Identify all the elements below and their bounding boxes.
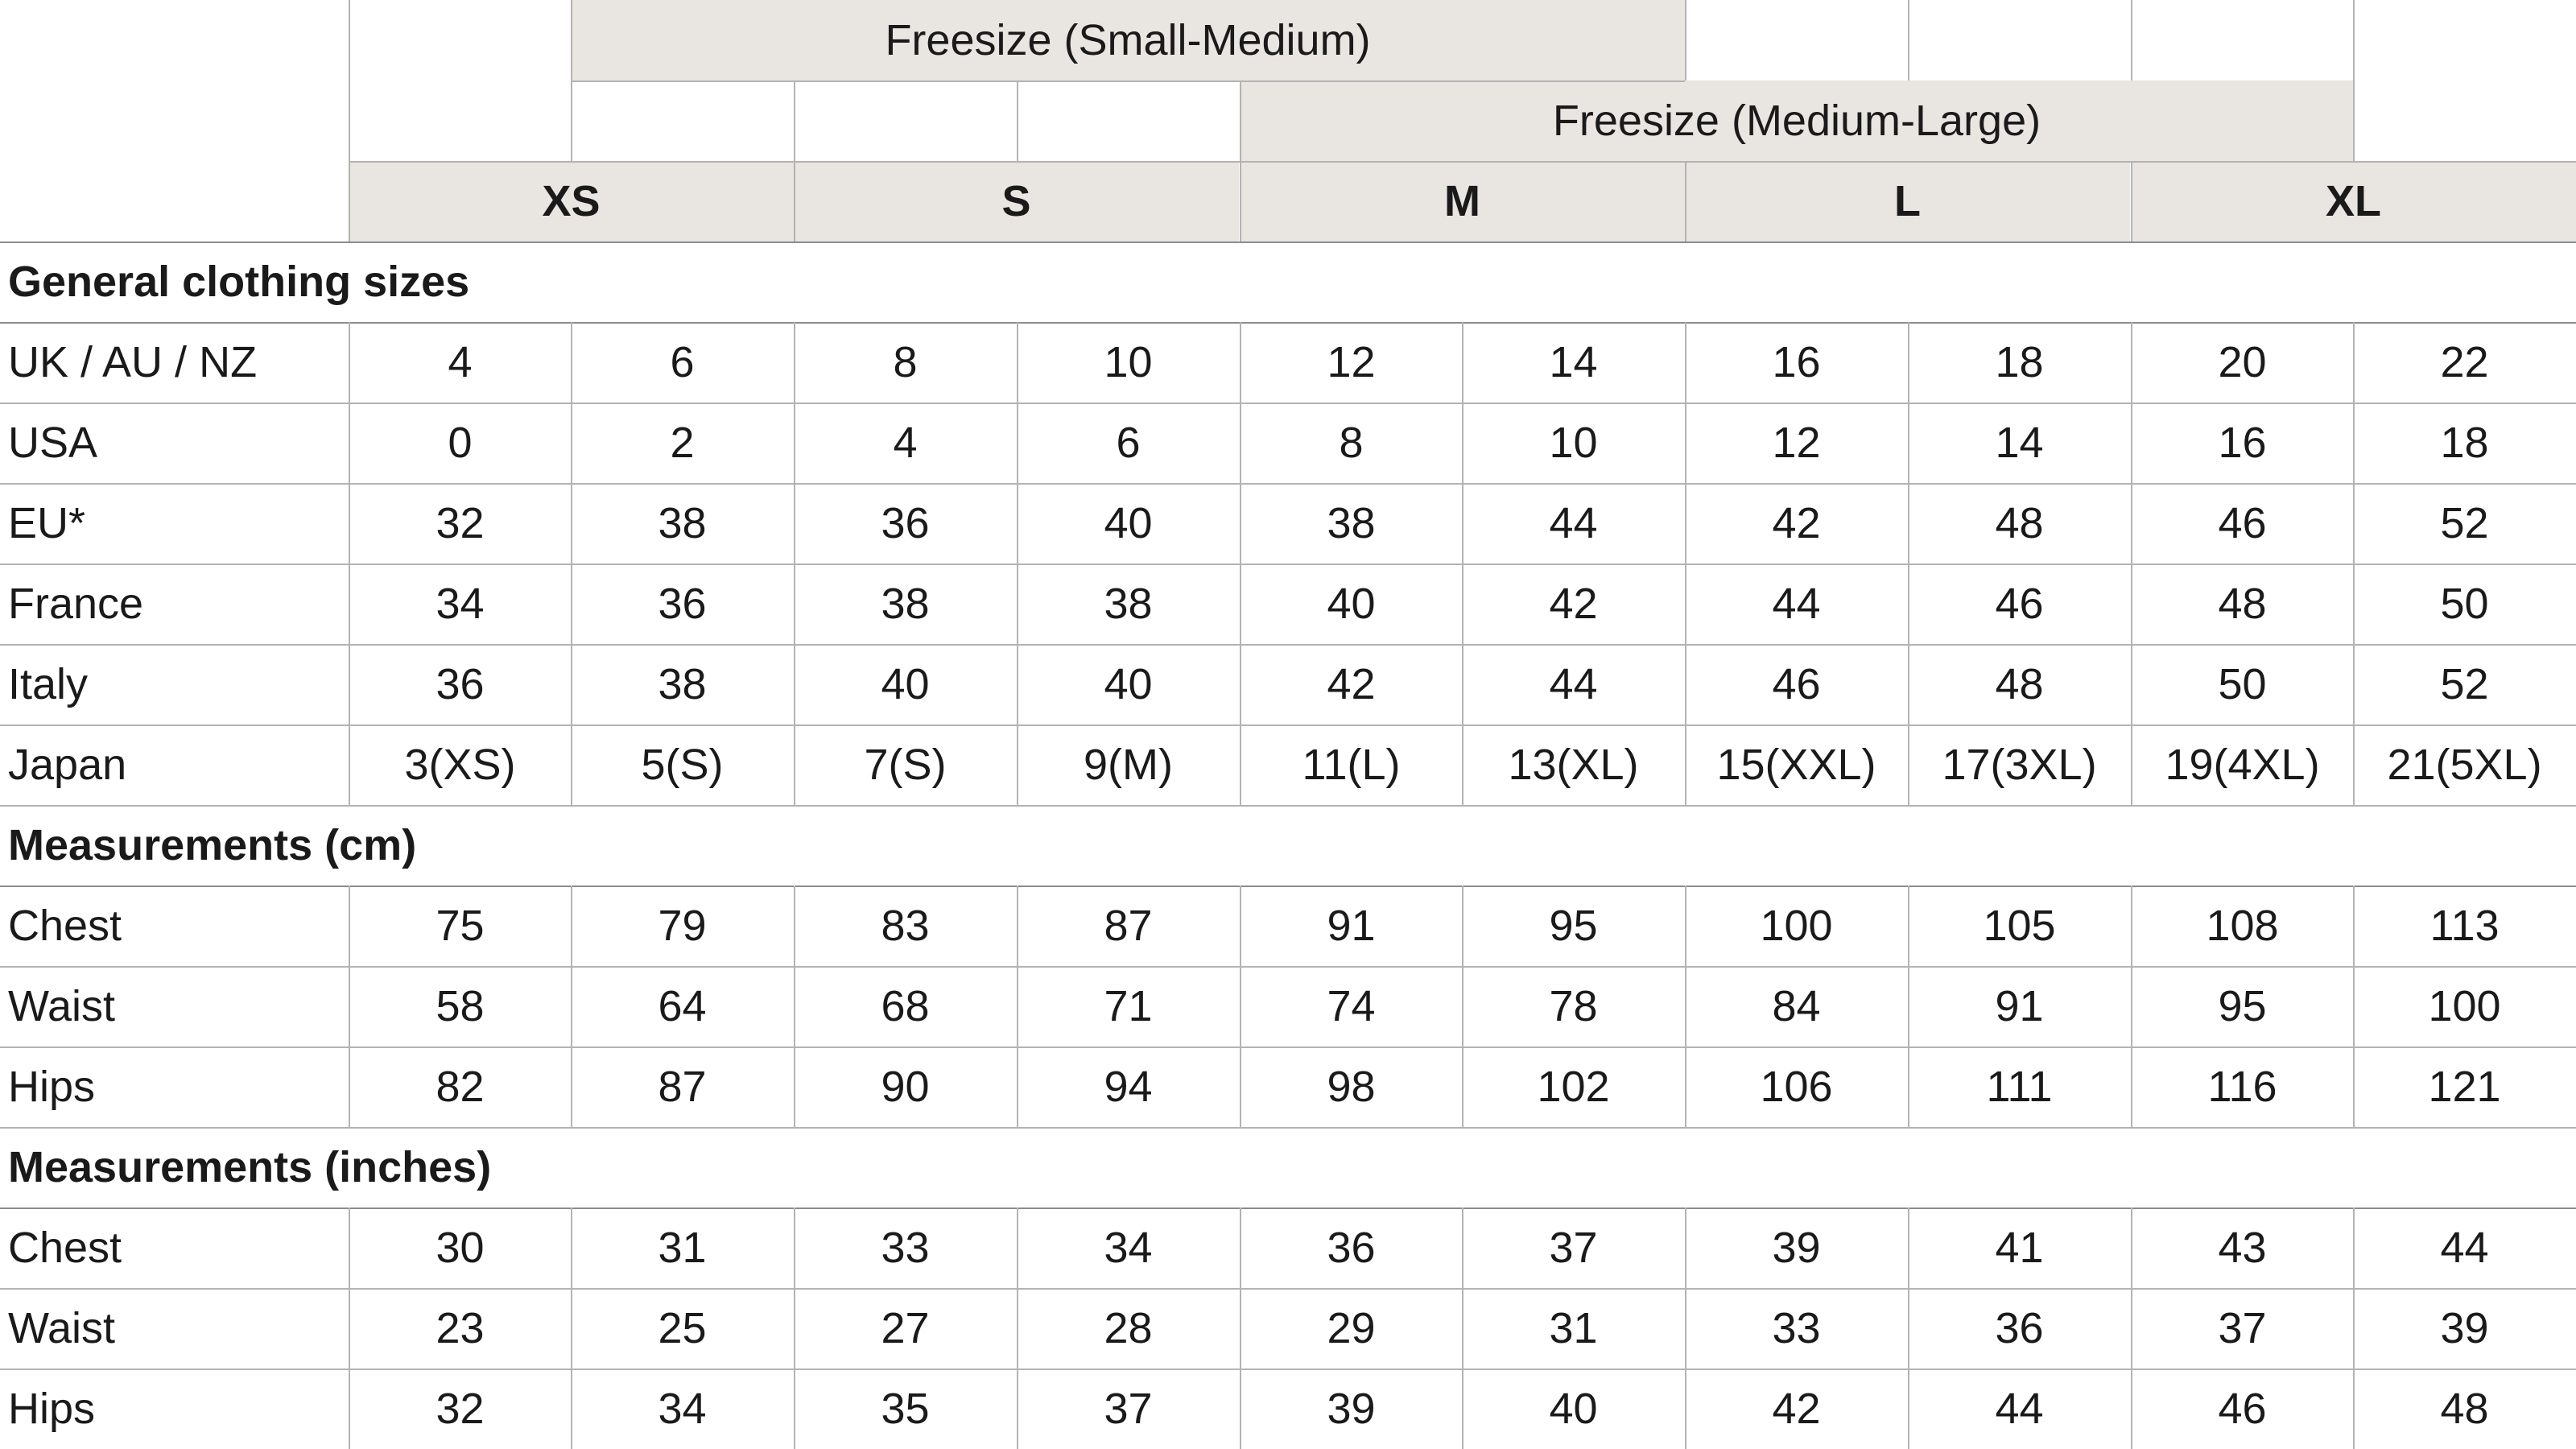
grid-vline (349, 966, 350, 1046)
grid-vline (349, 483, 350, 564)
grid-vline (794, 966, 795, 1046)
size-header-m: M (1240, 161, 1685, 242)
grid-vline (349, 564, 350, 644)
grid-vline (349, 1368, 350, 1449)
table-cell: 37 (1549, 1224, 1598, 1272)
table-cell: 14 (1995, 419, 2044, 467)
table-cell: 52 (2440, 660, 2489, 708)
table-cell: 68 (881, 982, 930, 1030)
table-cell: 42 (1772, 1385, 1821, 1433)
table-cell: 8 (1339, 419, 1364, 467)
grid-vline (1240, 564, 1241, 644)
header-vline (1240, 161, 1241, 242)
table-cell: 36 (436, 660, 485, 708)
table-cell: 48 (1995, 499, 2044, 547)
table-cell: 43 (2218, 1224, 2267, 1272)
grid-vline (1017, 402, 1018, 483)
table-cell: 22 (2440, 338, 2489, 386)
table-cell: 36 (1327, 1224, 1376, 1272)
table-cell: 84 (1772, 982, 1821, 1030)
table-cell: 37 (1104, 1385, 1153, 1433)
table-cell: 10 (1549, 419, 1598, 467)
table-cell: 39 (2440, 1304, 2489, 1352)
grid-vline (1017, 564, 1018, 644)
table-cell: 25 (658, 1304, 707, 1352)
grid-vline (794, 322, 795, 402)
size-header-l: L (1685, 161, 2130, 242)
table-cell: 36 (881, 499, 930, 547)
grid-vline (2131, 564, 2132, 644)
table-cell: 95 (1549, 902, 1598, 950)
table-cell: 16 (2218, 419, 2267, 467)
table-cell: 7(S) (864, 741, 947, 789)
grid-vline (1017, 322, 1018, 402)
grid-vline (1462, 1046, 1463, 1127)
grid-vline (1908, 1288, 1909, 1368)
table-cell: 44 (1772, 580, 1821, 628)
row-label: Italy (8, 660, 89, 708)
freesize-medium-large-header: Freesize (Medium-Large) (1240, 80, 2354, 161)
table-cell: 64 (658, 982, 707, 1030)
table-cell: 38 (658, 660, 707, 708)
table-cell: 9(M) (1084, 741, 1173, 789)
grid-vline (1685, 402, 1686, 483)
grid-vline (1017, 1208, 1018, 1288)
grid-vline (1240, 724, 1241, 805)
table-cell: 46 (1995, 580, 2044, 628)
header-vline (2353, 0, 2355, 80)
grid-vline (1240, 1288, 1241, 1368)
grid-vline (571, 564, 572, 644)
row-label: Chest (8, 1224, 122, 1272)
grid-vline (1908, 886, 1909, 966)
grid-vline (2131, 886, 2132, 966)
table-cell: 42 (1549, 580, 1598, 628)
grid-vline (1240, 1208, 1241, 1288)
table-cell: 4 (893, 419, 918, 467)
grid-vline (1240, 1368, 1241, 1449)
grid-vline (1462, 1208, 1463, 1288)
grid-vline (794, 1208, 795, 1288)
grid-vline (571, 1046, 572, 1127)
grid-vline (1908, 322, 1909, 402)
table-cell: 20 (2218, 338, 2267, 386)
table-cell: 33 (881, 1224, 930, 1272)
table-cell: 28 (1104, 1304, 1153, 1352)
table-cell: 0 (448, 419, 473, 467)
header-vline (2353, 80, 2355, 161)
grid-vline (1017, 966, 1018, 1046)
grid-vline (349, 402, 350, 483)
grid-vline (1240, 322, 1241, 402)
grid-vline (1462, 724, 1463, 805)
grid-vline (1462, 564, 1463, 644)
table-cell: 40 (1104, 660, 1153, 708)
grid-vline (794, 1288, 795, 1368)
grid-vline (1908, 402, 1909, 483)
grid-vline (1240, 483, 1241, 564)
table-cell: 100 (2428, 982, 2501, 1030)
grid-vline (1017, 1046, 1018, 1127)
table-cell: 91 (1327, 902, 1376, 950)
table-cell: 8 (893, 338, 918, 386)
table-cell: 36 (658, 580, 707, 628)
grid-vline (1685, 1208, 1686, 1288)
table-cell: 105 (1983, 902, 2056, 950)
grid-vline (1240, 886, 1241, 966)
table-cell: 39 (1327, 1385, 1376, 1433)
header-vline (1017, 80, 1018, 161)
table-cell: 38 (658, 499, 707, 547)
table-cell: 87 (658, 1063, 707, 1111)
table-cell: 42 (1327, 660, 1376, 708)
grid-vline (2353, 1368, 2355, 1449)
table-cell: 6 (1116, 419, 1141, 467)
grid-vline (349, 644, 350, 724)
table-cell: 52 (2440, 499, 2489, 547)
table-cell: 82 (436, 1063, 485, 1111)
table-cell: 31 (658, 1224, 707, 1272)
table-cell: 46 (1772, 660, 1821, 708)
row-label: Hips (8, 1385, 96, 1433)
grid-vline (349, 886, 350, 966)
row-label: EU* (8, 499, 86, 547)
grid-vline (794, 483, 795, 564)
grid-vline (2131, 322, 2132, 402)
grid-vline (794, 1046, 795, 1127)
grid-vline (2131, 724, 2132, 805)
header-divider (571, 80, 1685, 82)
grid-vline (2353, 402, 2355, 483)
grid-vline (794, 644, 795, 724)
table-cell: 78 (1549, 982, 1598, 1030)
table-cell: 42 (1772, 499, 1821, 547)
table-cell: 31 (1549, 1304, 1598, 1352)
grid-vline (571, 966, 572, 1046)
table-cell: 74 (1327, 982, 1376, 1030)
table-cell: 116 (2207, 1063, 2277, 1111)
grid-vline (2131, 1046, 2132, 1127)
grid-vline (1685, 966, 1686, 1046)
header-vline (794, 161, 795, 242)
table-cell: 33 (1772, 1304, 1821, 1352)
table-cell: 27 (881, 1304, 930, 1352)
table-cell: 50 (2440, 580, 2489, 628)
header-vline (571, 80, 572, 161)
table-cell: 17(3XL) (1942, 741, 2097, 789)
grid-vline (349, 322, 350, 402)
table-cell: 5(S) (641, 741, 724, 789)
row-label: Waist (8, 982, 115, 1030)
grid-vline (571, 483, 572, 564)
grid-vline (1017, 886, 1018, 966)
table-cell: 38 (881, 580, 930, 628)
grid-vline (2131, 402, 2132, 483)
grid-vline (1462, 402, 1463, 483)
grid-vline (571, 322, 572, 402)
table-cell: 108 (2206, 902, 2279, 950)
grid-vline (1462, 483, 1463, 564)
table-cell: 83 (881, 902, 930, 950)
table-cell: 94 (1104, 1063, 1153, 1111)
row-label: France (8, 580, 144, 628)
table-cell: 58 (436, 982, 485, 1030)
table-cell: 44 (1549, 499, 1598, 547)
table-cell: 95 (2218, 982, 2267, 1030)
grid-vline (571, 644, 572, 724)
table-cell: 75 (436, 902, 485, 950)
table-cell: 91 (1995, 982, 2044, 1030)
header-vline (2131, 0, 2132, 80)
table-cell: 38 (1104, 580, 1153, 628)
grid-vline (1685, 886, 1686, 966)
table-cell: 98 (1327, 1063, 1376, 1111)
table-cell: 10 (1104, 338, 1153, 386)
table-cell: 87 (1104, 902, 1153, 950)
grid-vline (1685, 483, 1686, 564)
table-cell: 21(5XL) (2387, 741, 2542, 789)
table-cell: 44 (1549, 660, 1598, 708)
table-cell: 44 (2440, 1224, 2489, 1272)
grid-vline (571, 886, 572, 966)
table-cell: 34 (1104, 1224, 1153, 1272)
table-cell: 12 (1327, 338, 1376, 386)
grid-vline (1908, 564, 1909, 644)
grid-vline (2131, 1288, 2132, 1368)
table-cell: 35 (881, 1385, 930, 1433)
table-cell: 12 (1772, 419, 1821, 467)
grid-vline (1685, 644, 1686, 724)
table-cell: 34 (658, 1385, 707, 1433)
table-cell: 3(XS) (404, 741, 516, 789)
grid-vline (2131, 966, 2132, 1046)
grid-vline (1908, 1046, 1909, 1127)
grid-vline (571, 1368, 572, 1449)
grid-vline (1240, 644, 1241, 724)
grid-vline (1017, 644, 1018, 724)
table-cell: 37 (2218, 1304, 2267, 1352)
grid-vline (1240, 1046, 1241, 1127)
header-vline (1685, 161, 1686, 242)
freesize-small-medium-header: Freesize (Small-Medium) (571, 0, 1685, 80)
header-vline (1240, 80, 1241, 161)
grid-vline (1462, 322, 1463, 402)
table-cell: 2 (670, 419, 695, 467)
grid-vline (2353, 564, 2355, 644)
grid-vline (2353, 724, 2355, 805)
header-divider (349, 161, 2576, 163)
header-vline (794, 80, 795, 161)
grid-vline (794, 886, 795, 966)
table-cell: 40 (1549, 1385, 1598, 1433)
table-cell: 46 (2218, 1385, 2267, 1433)
grid-vline (2131, 483, 2132, 564)
section-title: General clothing sizes (8, 258, 470, 306)
table-cell: 38 (1327, 499, 1376, 547)
grid-vline (794, 564, 795, 644)
grid-vline (1908, 724, 1909, 805)
table-cell: 6 (670, 338, 695, 386)
grid-vline (1462, 966, 1463, 1046)
grid-vline (571, 1208, 572, 1288)
grid-vline (1462, 1368, 1463, 1449)
grid-vline (1017, 1368, 1018, 1449)
grid-vline (2353, 966, 2355, 1046)
table-cell: 113 (2429, 902, 2500, 950)
section-title: Measurements (inches) (8, 1143, 492, 1191)
table-cell: 13(XL) (1508, 741, 1639, 789)
grid-vline (1685, 1046, 1686, 1127)
row-label: Japan (8, 741, 127, 789)
grid-vline (1462, 886, 1463, 966)
section-title: Measurements (cm) (8, 821, 417, 869)
table-cell: 41 (1995, 1224, 2044, 1272)
grid-vline (1462, 644, 1463, 724)
grid-vline (1685, 322, 1686, 402)
table-cell: 102 (1537, 1063, 1610, 1111)
table-cell: 44 (1995, 1385, 2044, 1433)
grid-vline (1685, 1368, 1686, 1449)
grid-vline (2353, 886, 2355, 966)
table-cell: 46 (2218, 499, 2267, 547)
table-cell: 4 (448, 338, 473, 386)
header-vline (1685, 0, 1686, 80)
header-vline (571, 0, 572, 80)
grid-vline (2353, 644, 2355, 724)
row-label: UK / AU / NZ (8, 338, 258, 386)
grid-vline (349, 1208, 350, 1288)
grid-vline (1685, 1288, 1686, 1368)
grid-vline (349, 1046, 350, 1127)
grid-vline (1685, 564, 1686, 644)
table-cell: 121 (2428, 1063, 2501, 1111)
table-cell: 40 (881, 660, 930, 708)
grid-vline (2353, 1288, 2355, 1368)
table-cell: 18 (2440, 419, 2489, 467)
size-header-s: S (794, 161, 1239, 242)
grid-vline (349, 724, 350, 805)
table-cell: 29 (1327, 1304, 1376, 1352)
grid-vline (794, 724, 795, 805)
table-cell: 11(L) (1302, 741, 1401, 789)
size-header-xs: XS (349, 161, 794, 242)
size-header-xl: XL (2131, 161, 2576, 242)
grid-vline (1240, 402, 1241, 483)
grid-vline (1908, 644, 1909, 724)
grid-vline (2353, 1046, 2355, 1127)
header-vline (349, 0, 350, 242)
grid-vline (1685, 724, 1686, 805)
table-cell: 71 (1104, 982, 1153, 1030)
table-cell: 34 (436, 580, 485, 628)
table-cell: 19(4XL) (2165, 741, 2320, 789)
grid-vline (1908, 1208, 1909, 1288)
table-cell: 106 (1760, 1063, 1833, 1111)
header-vline (1908, 0, 1909, 80)
row-label: USA (8, 419, 98, 467)
table-cell: 14 (1549, 338, 1598, 386)
grid-vline (1017, 724, 1018, 805)
grid-vline (794, 402, 795, 483)
grid-vline (1017, 1288, 1018, 1368)
table-cell: 79 (658, 902, 707, 950)
table-cell: 40 (1327, 580, 1376, 628)
grid-vline (794, 1368, 795, 1449)
grid-vline (1017, 483, 1018, 564)
grid-vline (2353, 1208, 2355, 1288)
row-label: Hips (8, 1063, 96, 1111)
grid-vline (1908, 483, 1909, 564)
table-cell: 23 (436, 1304, 485, 1352)
grid-vline (1240, 966, 1241, 1046)
grid-vline (1908, 1368, 1909, 1449)
table-cell: 32 (436, 499, 485, 547)
grid-vline (349, 1288, 350, 1368)
grid-vline (2353, 483, 2355, 564)
grid-vline (1462, 1288, 1463, 1368)
row-label: Chest (8, 902, 122, 950)
table-cell: 18 (1995, 338, 2044, 386)
row-label: Waist (8, 1304, 115, 1352)
grid-vline (2131, 1368, 2132, 1449)
header-vline (2131, 161, 2132, 242)
table-cell: 111 (1986, 1063, 2053, 1111)
table-cell: 50 (2218, 660, 2267, 708)
table-cell: 48 (2440, 1385, 2489, 1433)
table-cell: 39 (1772, 1224, 1821, 1272)
table-cell: 48 (1995, 660, 2044, 708)
grid-vline (2353, 322, 2355, 402)
table-cell: 40 (1104, 499, 1153, 547)
table-cell: 32 (436, 1385, 485, 1433)
table-cell: 100 (1760, 902, 1833, 950)
grid-vline (571, 1288, 572, 1368)
table-cell: 48 (2218, 580, 2267, 628)
grid-vline (571, 724, 572, 805)
table-cell: 30 (436, 1224, 485, 1272)
grid-vline (1908, 966, 1909, 1046)
table-cell: 15(XXL) (1716, 741, 1876, 789)
grid-vline (2131, 1208, 2132, 1288)
grid-vline (571, 402, 572, 483)
table-cell: 90 (881, 1063, 930, 1111)
table-cell: 16 (1772, 338, 1821, 386)
grid-vline (2131, 644, 2132, 724)
table-cell: 36 (1995, 1304, 2044, 1352)
